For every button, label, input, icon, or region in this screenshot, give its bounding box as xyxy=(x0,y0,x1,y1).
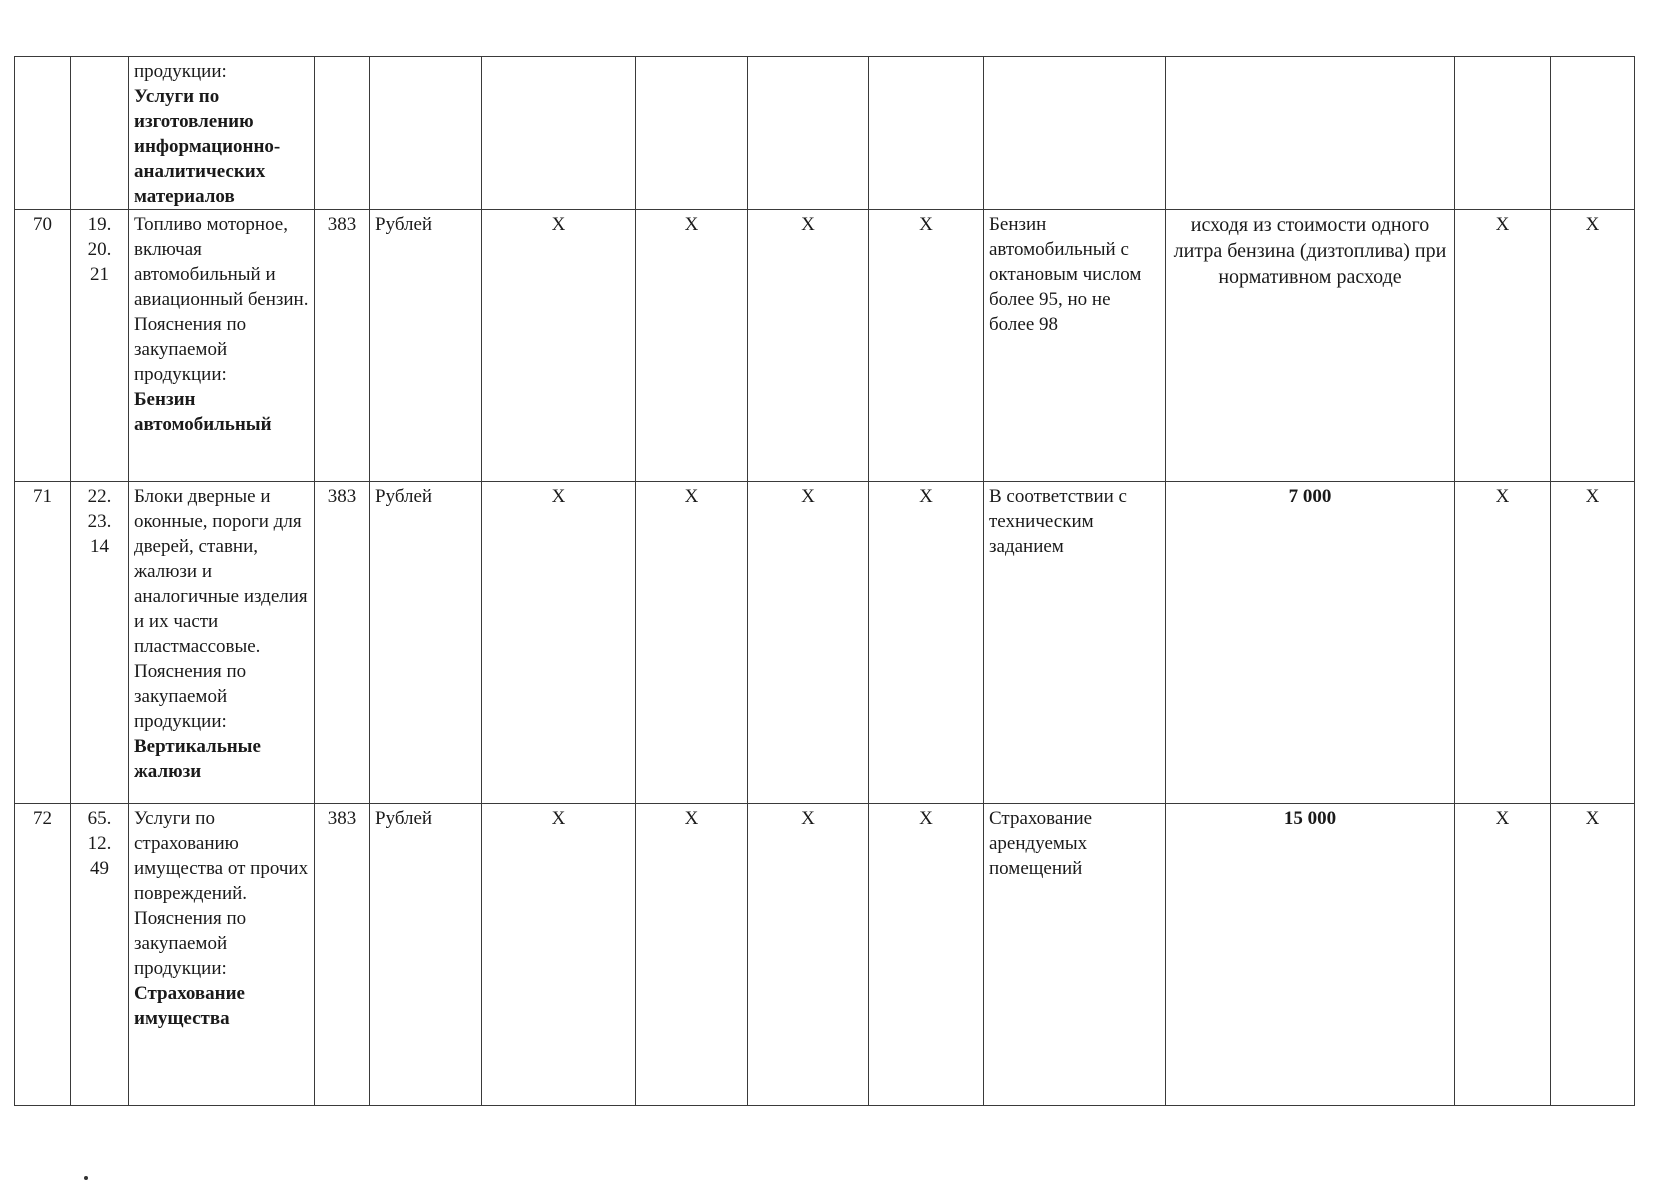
x-cell: X xyxy=(748,804,869,1106)
product-description-cell xyxy=(129,804,315,1106)
description-text: Услуги по страхованию имущества от прочих повреждений. Пояснения по закупаемой продукции: xyxy=(134,808,309,979)
description-text: Топливо моторное, включая автомобильный и авиационный бензин. Пояснения по закупаемой продукции: xyxy=(134,214,309,385)
x-cell xyxy=(636,57,748,210)
x-cell: X xyxy=(1455,804,1551,1106)
unit-cell: Рублей xyxy=(370,804,482,1106)
okpd2-code: 65. 12. 49 xyxy=(87,808,112,879)
description-bold-text: Услуги по изготовлению информационно-аналитических материалов xyxy=(134,86,281,207)
description-text: продукции: xyxy=(134,61,227,82)
value-cell: 15 000 xyxy=(1166,804,1455,1106)
product-description-cell xyxy=(129,482,315,804)
x-cell: X xyxy=(748,482,869,804)
description-bold-text: Страхование имущества xyxy=(134,983,245,1029)
row-number-cell: 71 xyxy=(15,482,71,804)
unit-cell xyxy=(370,57,482,210)
okei-code-cell: 383 xyxy=(315,482,370,804)
row-number-cell xyxy=(15,57,71,210)
table-row xyxy=(15,804,1635,1106)
okei-code-cell: 383 xyxy=(315,210,370,482)
description-bold-text: Вертикальные жалюзи xyxy=(134,736,261,782)
table-row xyxy=(15,57,1635,210)
product-description-cell xyxy=(129,210,315,482)
x-cell xyxy=(1455,57,1551,210)
okpd2-code-cell xyxy=(71,57,129,210)
row-number-cell: 72 xyxy=(15,804,71,1106)
value-cell: 7 000 xyxy=(1166,482,1455,804)
x-cell: X xyxy=(636,804,748,1106)
product-description-cell xyxy=(129,57,315,210)
x-cell xyxy=(748,57,869,210)
unit-cell: Рублей xyxy=(370,210,482,482)
x-cell: X xyxy=(1455,210,1551,482)
description-bold-text: Бензин автомобильный xyxy=(134,389,272,435)
x-cell: X xyxy=(636,482,748,804)
unit-cell: Рублей xyxy=(370,482,482,804)
value-cell xyxy=(1166,57,1455,210)
table-row xyxy=(15,482,1635,804)
characteristic-cell: Бензин автомобильный с октановым числом более 95, но не более 98 xyxy=(984,210,1166,482)
table-row xyxy=(15,210,1635,482)
x-cell: X xyxy=(1551,482,1635,804)
characteristic-cell xyxy=(984,57,1166,210)
row-number-cell: 70 xyxy=(15,210,71,482)
okpd2-code: 22. 23. 14 xyxy=(87,486,112,557)
x-cell xyxy=(869,57,984,210)
okei-code-cell xyxy=(315,57,370,210)
x-cell: X xyxy=(1551,210,1635,482)
x-cell: X xyxy=(482,482,636,804)
description-text: Блоки дверные и оконные, пороги для дверей, ставни, жалюзи и аналогичные изделия и их части пластмассовые. Пояснения по закупаемой продукции: xyxy=(134,486,308,732)
okpd2-code-cell xyxy=(71,804,129,1106)
scan-speck xyxy=(84,1176,88,1180)
x-cell: X xyxy=(869,210,984,482)
x-cell: X xyxy=(636,210,748,482)
x-cell: X xyxy=(1551,804,1635,1106)
x-cell xyxy=(1551,57,1635,210)
x-cell: X xyxy=(869,804,984,1106)
x-cell xyxy=(482,57,636,210)
procurement-requirements-table xyxy=(14,56,1635,1106)
okpd2-code-cell xyxy=(71,210,129,482)
x-cell: X xyxy=(748,210,869,482)
x-cell: X xyxy=(869,482,984,804)
x-cell: X xyxy=(1455,482,1551,804)
okpd2-code-cell xyxy=(71,482,129,804)
document-page xyxy=(14,56,1634,1106)
value-cell: исходя из стоимости одного литра бензина (дизтоплива) при нормативном расходе xyxy=(1166,210,1455,482)
x-cell: X xyxy=(482,210,636,482)
x-cell: X xyxy=(482,804,636,1106)
okpd2-code: 19. 20. 21 xyxy=(87,214,112,285)
characteristic-cell: Страхование арендуемых помещений xyxy=(984,804,1166,1106)
characteristic-cell: В соответствии с техническим заданием xyxy=(984,482,1166,804)
okei-code-cell: 383 xyxy=(315,804,370,1106)
